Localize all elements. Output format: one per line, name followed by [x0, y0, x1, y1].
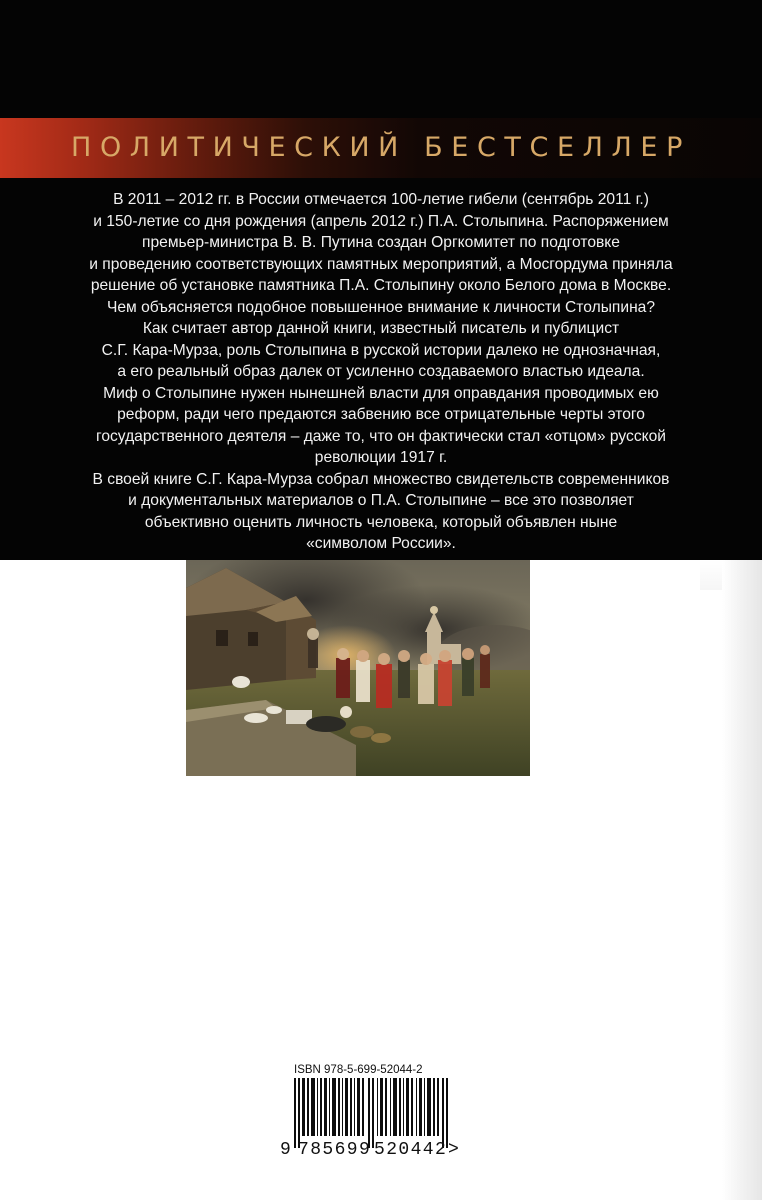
- ean-left-group: 785699: [298, 1140, 372, 1160]
- annotation-line: В 2011 – 2012 гг. в России отмечается 100-летие гибели (сентябрь 2011 г.): [113, 191, 649, 208]
- isbn-label: ISBN 978-5-699-52044-2: [294, 1064, 423, 1076]
- annotation-line: и 150-летие со дня рождения (апрель 2012 г.) П.А. Столыпина. Распоряжением: [93, 212, 669, 230]
- annotation-text: [40, 189, 722, 555]
- cover-painting: [186, 560, 530, 776]
- ean-quiet-mark: >: [448, 1140, 459, 1160]
- annotation-line: С.Г. Кара-Мурза, роль Столыпина в русской истории далеко не однозначная,: [101, 341, 661, 359]
- ean-lead-digit: 9: [280, 1140, 291, 1160]
- annotation-line: Миф о Столыпине нужен нынешней власти для оправдания проводимых ею: [103, 384, 659, 402]
- annotation-line: В своей книге С.Г. Кара-Мурза собрал множество свидетельств современников: [92, 470, 670, 488]
- annotation-line: премьер-министра В. В. Путина создан Оргкомитет по подготовке: [142, 234, 620, 251]
- village-fire-painting: [186, 560, 530, 776]
- annotation-line: государственного деятеля – даже то, что он фактически стал «отцом» русской: [95, 427, 667, 445]
- annotation-line: решение об установке памятника П.А. Столыпину около Белого дома в Москве.: [90, 277, 672, 294]
- annotation-line: революции 1917 г.: [314, 449, 448, 466]
- series-title: ПОЛИТИЧЕСКИЙ БЕСТСЕЛЛЕР: [71, 132, 691, 163]
- annotation-line: реформ, ради чего предаются забвению все отрицательные черты этого: [117, 406, 645, 423]
- annotation-line: и проведению соответствующих памятных мероприятий, а Мосгордума приняла: [89, 255, 673, 273]
- annotation-line: Как считает автор данной книги, известный писатель и публицист: [142, 320, 620, 337]
- annotation-line: Чем объясняется подобное повышенное внимание к личности Столыпина?: [106, 298, 656, 316]
- ean-right-group: 520442: [374, 1140, 448, 1160]
- annotation-line: и документальных материалов о П.А. Столыпине – все это позволяет: [128, 492, 634, 509]
- annotation-line: «символом России».: [306, 535, 456, 552]
- annotation-line: а его реальный образ далек от усиленно создаваемого властью идеала.: [117, 363, 645, 380]
- spine-shadow: [722, 560, 762, 1200]
- ean-digits: [280, 1140, 460, 1164]
- annotation-line: объективно оценить личность человека, который объявлен ныне: [144, 513, 618, 531]
- ean-barcode: [290, 1078, 452, 1148]
